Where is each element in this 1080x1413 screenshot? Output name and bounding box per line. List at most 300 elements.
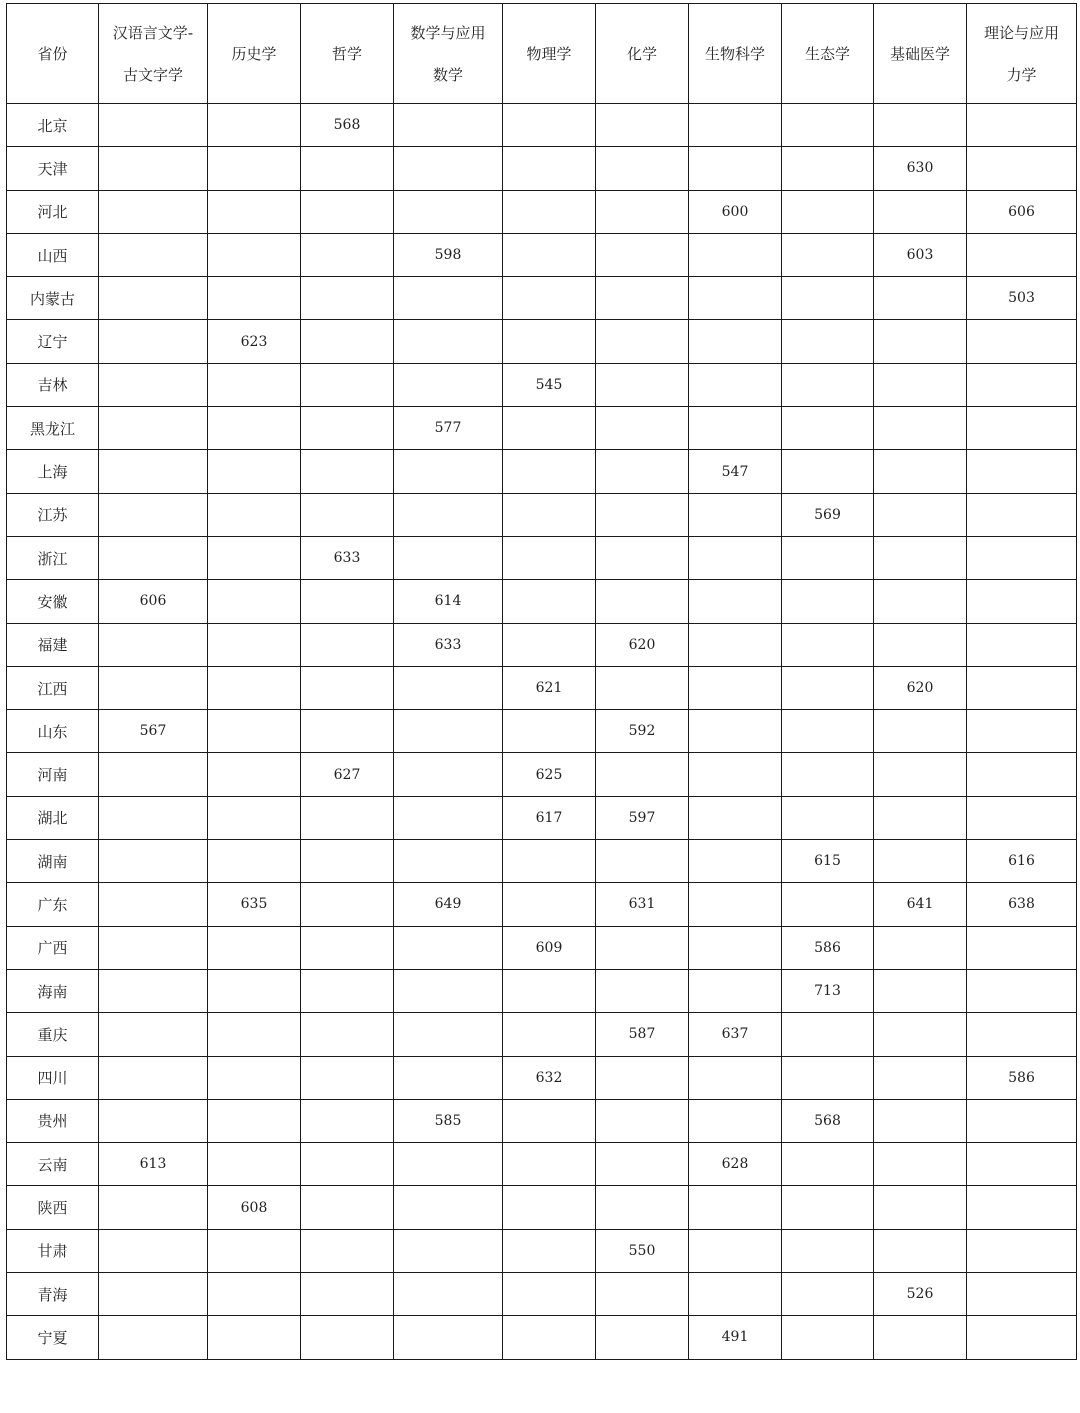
score-cell (99, 1013, 208, 1056)
score-cell (503, 1316, 596, 1359)
score-cell (689, 407, 782, 450)
score-cell (689, 580, 782, 623)
score-cell (874, 1099, 967, 1142)
table-row (7, 580, 1077, 623)
score-cell (967, 147, 1077, 190)
score-cell (394, 1186, 503, 1229)
column-header-text: 汉语言文学- (112, 23, 194, 42)
score-cell (874, 450, 967, 493)
score-cell (99, 1229, 208, 1272)
province-cell: 河北 (7, 190, 99, 233)
score-cell (874, 407, 967, 450)
score-cell (596, 1056, 689, 1099)
province-cell: 浙江 (7, 536, 99, 579)
score-cell (301, 710, 394, 753)
score-cell (689, 969, 782, 1012)
score-cell (967, 796, 1077, 839)
score-cell (503, 580, 596, 623)
province-cell: 湖南 (7, 840, 99, 883)
column-header-text: 生物科学 (704, 44, 765, 63)
table-row (7, 710, 1077, 753)
score-cell (967, 1229, 1077, 1272)
table-row (7, 753, 1077, 796)
score-cell (967, 233, 1077, 276)
score-cell (874, 190, 967, 233)
score-cell (874, 1229, 967, 1272)
province-cell: 安徽 (7, 580, 99, 623)
table-row (7, 883, 1077, 926)
score-cell (301, 147, 394, 190)
score-cell (208, 104, 301, 147)
score-cell (874, 580, 967, 623)
score-cell (301, 450, 394, 493)
province-cell: 广西 (7, 926, 99, 969)
score-cell (301, 1013, 394, 1056)
province-cell: 云南 (7, 1143, 99, 1186)
score-cell (782, 666, 874, 709)
score-cell: 635 (208, 883, 301, 926)
score-cell (874, 1186, 967, 1229)
score-cell (99, 840, 208, 883)
score-cell (503, 1099, 596, 1142)
table-row (7, 233, 1077, 276)
score-cell (208, 926, 301, 969)
score-cell (394, 450, 503, 493)
score-cell: 569 (782, 493, 874, 536)
score-cell (689, 104, 782, 147)
score-cell (782, 796, 874, 839)
score-cell (394, 1143, 503, 1186)
score-cell (596, 363, 689, 406)
column-header (689, 4, 782, 104)
score-cell (301, 320, 394, 363)
score-cell (394, 1229, 503, 1272)
province-cell: 重庆 (7, 1013, 99, 1056)
score-cell: 625 (503, 753, 596, 796)
score-cell (967, 1316, 1077, 1359)
score-cell (301, 1143, 394, 1186)
score-cell (208, 493, 301, 536)
score-cell (874, 1316, 967, 1359)
column-header-text: 物理学 (526, 44, 572, 63)
province-cell: 河南 (7, 753, 99, 796)
score-cell (689, 1186, 782, 1229)
score-cell (301, 1186, 394, 1229)
score-cell (596, 147, 689, 190)
score-cell (208, 796, 301, 839)
score-cell: 597 (596, 796, 689, 839)
column-header-text: 力学 (1006, 65, 1037, 84)
score-cell (208, 147, 301, 190)
score-cell (782, 1143, 874, 1186)
table-row (7, 536, 1077, 579)
score-cell (967, 1013, 1077, 1056)
province-cell: 黑龙江 (7, 407, 99, 450)
score-cell (394, 493, 503, 536)
score-cell (596, 666, 689, 709)
score-cell (503, 147, 596, 190)
score-cell (967, 450, 1077, 493)
score-cell (596, 969, 689, 1012)
province-cell: 青海 (7, 1273, 99, 1316)
table-row (7, 320, 1077, 363)
score-cell (503, 623, 596, 666)
score-cell (874, 1013, 967, 1056)
province-cell: 天津 (7, 147, 99, 190)
score-cell (874, 1143, 967, 1186)
score-cell (503, 407, 596, 450)
column-header (301, 4, 394, 104)
score-cell (208, 450, 301, 493)
score-cell (874, 277, 967, 320)
score-cell (99, 796, 208, 839)
score-cell: 568 (782, 1099, 874, 1142)
column-header-text: 省份 (37, 44, 68, 63)
score-cell (99, 104, 208, 147)
table-body (7, 104, 1077, 1360)
score-cell (503, 233, 596, 276)
table-row (7, 363, 1077, 406)
score-cell (596, 1186, 689, 1229)
score-cell (301, 840, 394, 883)
score-cell (208, 580, 301, 623)
score-cell (782, 623, 874, 666)
score-cell (967, 753, 1077, 796)
score-cell (394, 104, 503, 147)
score-cell: 631 (596, 883, 689, 926)
score-cell (782, 580, 874, 623)
table-row (7, 190, 1077, 233)
score-cell (596, 580, 689, 623)
score-cell (967, 1273, 1077, 1316)
score-cell: 526 (874, 1273, 967, 1316)
score-cell: 623 (208, 320, 301, 363)
score-cell (782, 710, 874, 753)
table-row (7, 277, 1077, 320)
score-cell: 609 (503, 926, 596, 969)
score-cell (208, 1316, 301, 1359)
score-cell (874, 796, 967, 839)
score-cell (208, 363, 301, 406)
province-cell: 宁夏 (7, 1316, 99, 1359)
score-cell: 627 (301, 753, 394, 796)
score-cell (874, 1056, 967, 1099)
score-cell (782, 320, 874, 363)
table-row (7, 1099, 1077, 1142)
score-cell (503, 190, 596, 233)
score-cell (208, 753, 301, 796)
score-cell: 621 (503, 666, 596, 709)
score-cell (596, 1099, 689, 1142)
table-row (7, 840, 1077, 883)
score-cell (596, 1273, 689, 1316)
score-cell (503, 883, 596, 926)
score-cell (967, 1099, 1077, 1142)
score-cell (967, 363, 1077, 406)
province-cell: 内蒙古 (7, 277, 99, 320)
score-cell: 587 (596, 1013, 689, 1056)
score-cell (782, 883, 874, 926)
score-cell (301, 190, 394, 233)
province-cell: 江苏 (7, 493, 99, 536)
score-cell (503, 1273, 596, 1316)
table-row (7, 666, 1077, 709)
score-cell: 633 (301, 536, 394, 579)
score-cell (394, 1273, 503, 1316)
table-row (7, 623, 1077, 666)
column-header (208, 4, 301, 104)
score-cell (99, 753, 208, 796)
province-cell: 湖北 (7, 796, 99, 839)
score-cell (596, 753, 689, 796)
header-row (7, 4, 1077, 104)
score-cell (689, 1229, 782, 1272)
score-cell (208, 277, 301, 320)
score-cell (782, 104, 874, 147)
table-row (7, 796, 1077, 839)
score-cell (301, 1056, 394, 1099)
column-header-province (7, 4, 99, 104)
column-header-text: 化学 (626, 44, 657, 63)
score-cell (874, 840, 967, 883)
score-cell: 649 (394, 883, 503, 926)
score-cell (596, 320, 689, 363)
score-cell (782, 753, 874, 796)
score-cell (99, 1186, 208, 1229)
score-cell (782, 277, 874, 320)
score-cell (301, 623, 394, 666)
column-header-text: 生态学 (804, 44, 850, 63)
score-cell (782, 233, 874, 276)
score-cell (394, 710, 503, 753)
score-cell (394, 969, 503, 1012)
score-cell (208, 233, 301, 276)
score-cell: 550 (596, 1229, 689, 1272)
table-row (7, 926, 1077, 969)
score-cell (689, 840, 782, 883)
score-cell (503, 450, 596, 493)
score-cell (99, 623, 208, 666)
score-cell (689, 883, 782, 926)
score-cell (503, 840, 596, 883)
column-header-text: 基础医学 (889, 44, 950, 63)
score-cell (967, 493, 1077, 536)
score-cell (301, 1229, 394, 1272)
score-cell (689, 1099, 782, 1142)
score-cell (782, 1186, 874, 1229)
province-cell: 广东 (7, 883, 99, 926)
province-cell: 山西 (7, 233, 99, 276)
score-cell (967, 623, 1077, 666)
score-cell (689, 320, 782, 363)
score-cell (208, 840, 301, 883)
score-cell (596, 104, 689, 147)
score-cell (596, 493, 689, 536)
score-cell (301, 1273, 394, 1316)
score-cell (301, 969, 394, 1012)
score-cell (874, 969, 967, 1012)
score-cell: 613 (99, 1143, 208, 1186)
score-cell (596, 1143, 689, 1186)
score-cell (967, 320, 1077, 363)
score-cell (689, 666, 782, 709)
score-cell (967, 407, 1077, 450)
score-cell (782, 1273, 874, 1316)
score-cell (99, 1273, 208, 1316)
score-cell (689, 363, 782, 406)
score-cell: 632 (503, 1056, 596, 1099)
score-cell (99, 883, 208, 926)
scores-table (6, 3, 1077, 1360)
score-cell (874, 926, 967, 969)
score-cell (967, 1143, 1077, 1186)
score-cell: 567 (99, 710, 208, 753)
score-cell (99, 407, 208, 450)
score-cell (689, 1273, 782, 1316)
column-header (967, 4, 1077, 104)
score-cell (596, 840, 689, 883)
score-cell (99, 493, 208, 536)
score-cell (301, 926, 394, 969)
column-header (782, 4, 874, 104)
table-row (7, 1316, 1077, 1359)
score-cell: 491 (689, 1316, 782, 1359)
score-cell: 614 (394, 580, 503, 623)
score-cell (782, 1056, 874, 1099)
score-cell (503, 1143, 596, 1186)
score-cell: 586 (782, 926, 874, 969)
score-cell (503, 969, 596, 1012)
score-cell (301, 666, 394, 709)
table-row (7, 1143, 1077, 1186)
score-cell: 713 (782, 969, 874, 1012)
score-cell (596, 233, 689, 276)
table-row (7, 1229, 1077, 1272)
score-cell: 620 (596, 623, 689, 666)
score-cell (503, 536, 596, 579)
score-cell (782, 147, 874, 190)
score-cell (596, 407, 689, 450)
score-cell (503, 710, 596, 753)
score-cell (394, 320, 503, 363)
score-cell (394, 796, 503, 839)
column-header (99, 4, 208, 104)
score-cell (208, 1013, 301, 1056)
score-cell: 608 (208, 1186, 301, 1229)
score-cell (394, 190, 503, 233)
column-header (503, 4, 596, 104)
score-cell (503, 104, 596, 147)
score-cell: 628 (689, 1143, 782, 1186)
score-cell (208, 1143, 301, 1186)
province-cell: 四川 (7, 1056, 99, 1099)
score-cell (301, 580, 394, 623)
table-row (7, 969, 1077, 1012)
score-cell (208, 1229, 301, 1272)
score-cell (301, 493, 394, 536)
score-cell (301, 883, 394, 926)
score-cell (208, 1056, 301, 1099)
score-cell: 615 (782, 840, 874, 883)
score-cell (782, 536, 874, 579)
score-cell (689, 1056, 782, 1099)
score-cell (874, 104, 967, 147)
score-cell: 641 (874, 883, 967, 926)
score-cell (967, 1186, 1077, 1229)
score-cell (301, 796, 394, 839)
score-cell (208, 1099, 301, 1142)
score-cell (689, 710, 782, 753)
column-header-text: 数学与应用 (410, 23, 486, 42)
score-cell (394, 1013, 503, 1056)
score-cell (208, 623, 301, 666)
score-cell: 598 (394, 233, 503, 276)
score-cell (99, 969, 208, 1012)
score-cell (967, 580, 1077, 623)
score-cell: 592 (596, 710, 689, 753)
score-cell (596, 190, 689, 233)
score-cell (301, 277, 394, 320)
score-cell: 606 (99, 580, 208, 623)
score-cell (689, 623, 782, 666)
score-cell (782, 1013, 874, 1056)
score-cell: 600 (689, 190, 782, 233)
score-cell: 503 (967, 277, 1077, 320)
province-cell: 北京 (7, 104, 99, 147)
table-row (7, 493, 1077, 536)
province-cell: 江西 (7, 666, 99, 709)
score-cell (874, 710, 967, 753)
score-cell: 568 (301, 104, 394, 147)
table-row (7, 407, 1077, 450)
score-cell (99, 666, 208, 709)
score-cell: 630 (874, 147, 967, 190)
score-cell (394, 1316, 503, 1359)
table-row (7, 147, 1077, 190)
score-cell (208, 190, 301, 233)
province-cell: 陕西 (7, 1186, 99, 1229)
province-cell: 辽宁 (7, 320, 99, 363)
score-cell: 547 (689, 450, 782, 493)
score-cell (394, 536, 503, 579)
score-cell (967, 926, 1077, 969)
score-cell (301, 1099, 394, 1142)
score-cell (782, 1316, 874, 1359)
score-cell (689, 753, 782, 796)
score-cell (99, 363, 208, 406)
score-cell (782, 363, 874, 406)
score-cell (689, 926, 782, 969)
score-cell (874, 623, 967, 666)
score-cell (99, 1099, 208, 1142)
score-cell (596, 926, 689, 969)
province-cell: 甘肃 (7, 1229, 99, 1272)
score-cell (874, 363, 967, 406)
score-cell: 617 (503, 796, 596, 839)
score-cell (689, 493, 782, 536)
table-row (7, 1273, 1077, 1316)
column-header (874, 4, 967, 104)
score-cell (503, 1229, 596, 1272)
score-cell: 637 (689, 1013, 782, 1056)
score-cell (503, 1186, 596, 1229)
score-cell (208, 710, 301, 753)
column-header-text: 理论与应用 (983, 23, 1059, 42)
score-cell: 586 (967, 1056, 1077, 1099)
score-cell (301, 363, 394, 406)
score-cell (99, 190, 208, 233)
score-cell (208, 1273, 301, 1316)
